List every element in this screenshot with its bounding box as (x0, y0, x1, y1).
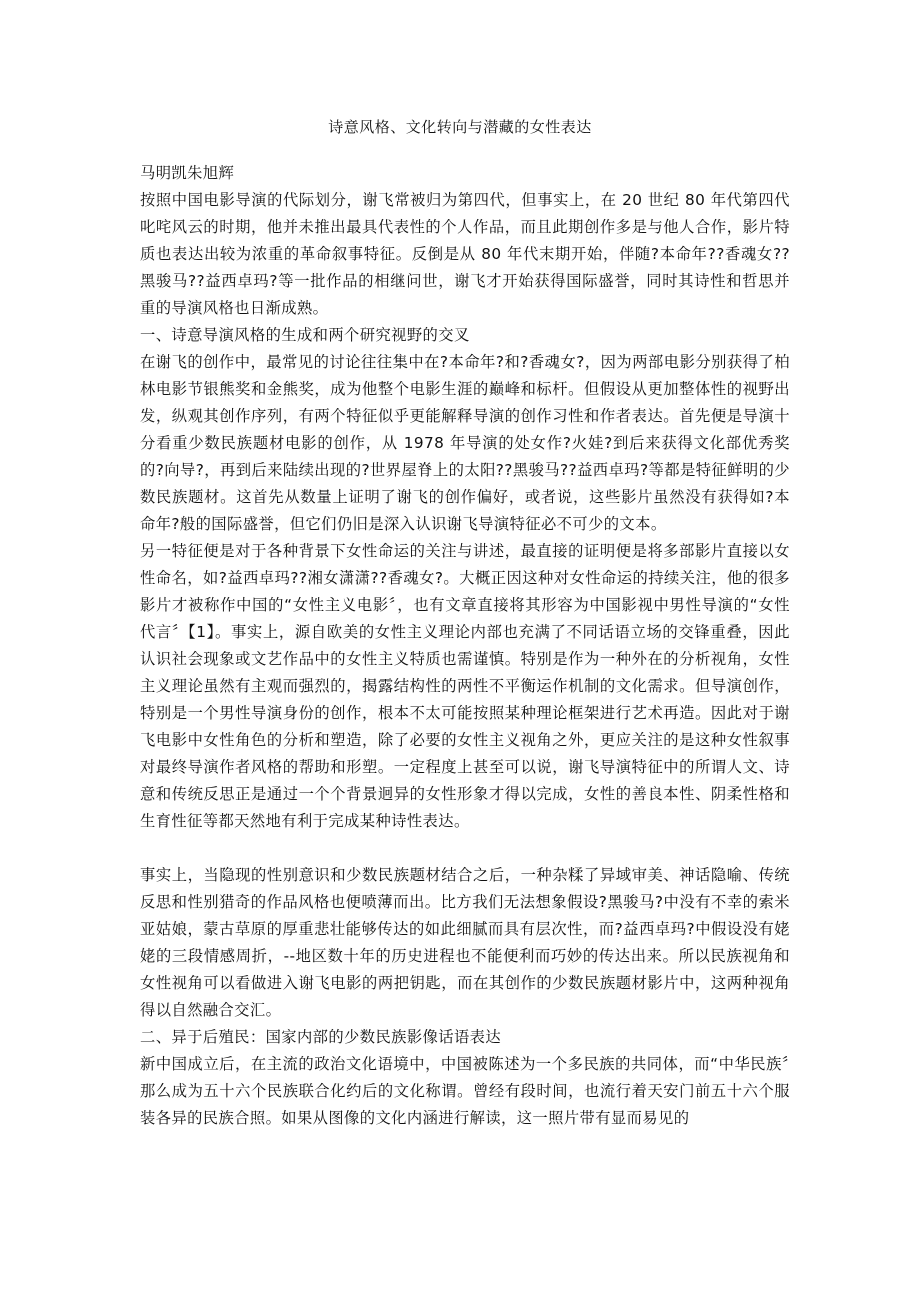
section-heading-2: 二、异于后殖民：国家内部的少数民族影像话语表达 (140, 1028, 502, 1046)
page-title: 诗意风格、文化转向与潜藏的女性表达 (328, 118, 592, 136)
author-line: 马明凯朱旭辉 (140, 164, 235, 182)
paragraph: 事实上，当隐现的性别意识和少数民族题材结合之后，一种杂糅了异域审美、神话隐喻、传统反思和性别猎奇的作品风格也便喷薄而出。比方我们无法想象假设?黑骏马?中没有不幸的索米亚姑娘，蒙古草原的厚重悲壮能够传达的如此细腻而具有层次性，而?益西卓玛?中假设没有姥姥的三段情感周折，--地区数十年的历史进程也不能便利而巧妙的传达出来。所以民族视角和女性视角可以看做进入谢飞电影的两把钥匙，而在其创作的少数民族题材影片中，这两种视角得以自然融合交汇。 (140, 866, 790, 1019)
paragraph: 新中国成立后，在主流的政治文化语境中，中国被陈述为一个多民族的共同体，而“中华民族〞那么成为五十六个民族联合化约后的文化称谓。曾经有段时间，也流行着天安门前五十六个服装各异的民族合照。如果从图像的文化内涵进行解读，这一照片带有显而易见的 (140, 1055, 790, 1127)
section-heading-1: 一、诗意导演风格的生成和两个研究视野的交叉 (140, 326, 470, 344)
paragraph: 另一特征便是对于各种背景下女性命运的关注与讲述，最直接的证明便是将多部影片直接以女性命名，如?益西卓玛??湘女潇潇??香魂女?。大概正因这种对女性命运的持续关注，他的很多影片才被称作中国的“女性主义电影〞，也有文章直接将其形容为中国影视中男性导演的“女性代言〞【1】。事实上，源自欧美的女性主义理论内部也充满了不同话语立场的交锋重叠，因此认识社会现象或文艺作品中的女性主义特质也需谨慎。特别是作为一种外在的分析视角，女性主义理论虽然有主观而强烈的，揭露结构性的两性不平衡运作机制的文化需求。但导演创作，特别是一个男性导演身份的创作，根本不太可能按照某种理论框架进行艺术再造。因此对于谢飞电影中女性角色的分析和塑造，除了必要的女性主义视角之外，更应关注的是这种女性叙事对最终导演作者风格的帮助和形塑。一定程度上甚至可以说，谢飞导演特征中的所谓人文、诗意和传统反思正是通过一个个背景迥异的女性形象才得以完成，女性的善良本性、阴柔性格和生育性征等都天然地有利于完成某种诗性表达。 (140, 542, 790, 830)
article-body (140, 160, 790, 1132)
paragraph-intro: 按照中国电影导演的代际划分，谢飞常被归为第四代，但事实上，在 20 世纪 80 年代第四代叱咤风云的时期，他并未推出最具代表性的个人作品，而且此期创作多是与他人合作，影片特质也表达出较为浓重的革命叙事特征。反倒是从 80 年代末期开始，伴随?本命年??香魂女??黑骏马??益西卓玛?等一批作品的相继问世，谢飞才开始获得国际盛誉，同时其诗性和哲思并重的导演风格也日渐成熟。 (140, 191, 790, 317)
paragraph: 在谢飞的创作中，最常见的讨论往往集中在?本命年?和?香魂女?，因为两部电影分别获得了柏林电影节银熊奖和金熊奖，成为他整个电影生涯的巅峰和标杆。但假设从更加整体性的视野出发，纵观其创作序列，有两个特征似乎更能解释导演的创作习性和作者表达。首先便是导演十分看重少数民族题材电影的创作，从 1978 年导演的处女作?火娃?到后来获得文化部优秀奖的?向导?，再到后来陆续出现的?世界屋脊上的太阳??黑骏马??益西卓玛?等都是特征鲜明的少数民族题材。这首先从数量上证明了谢飞的创作偏好，或者说，这些影片虽然没有获得如?本命年?般的国际盛誉，但它们仍旧是深入认识谢飞导演特征必不可少的文本。 (140, 353, 790, 533)
